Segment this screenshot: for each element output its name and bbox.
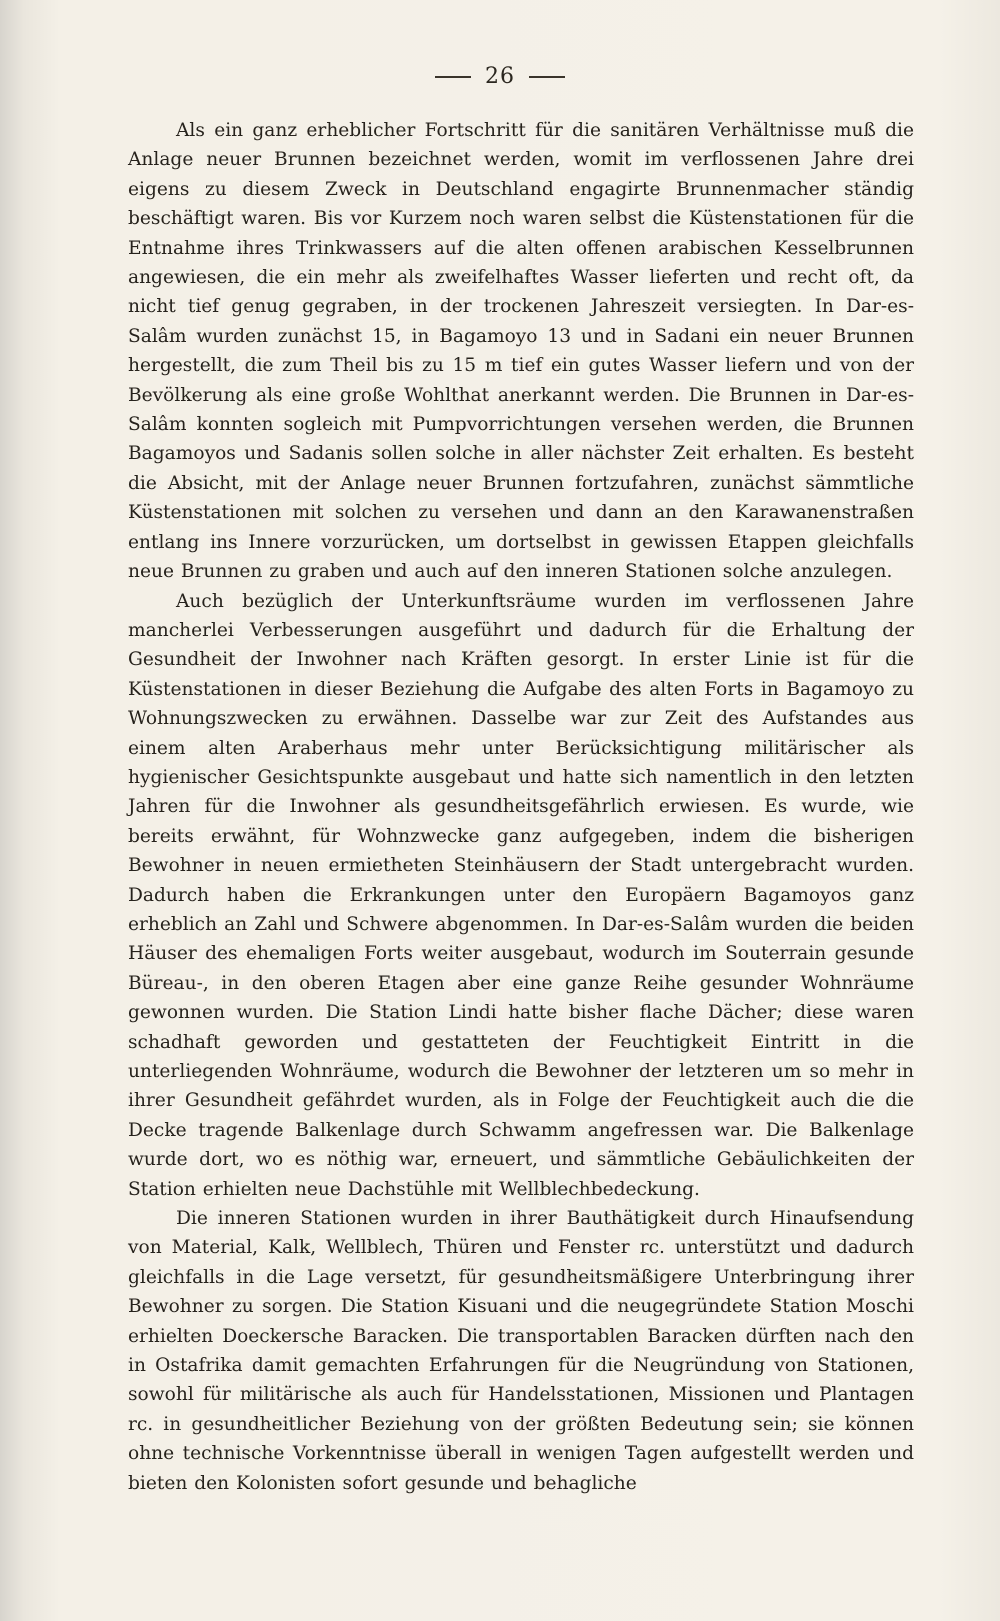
paragraph-wells: Als ein ganz erheblicher Fortschritt für die sanitären Verhältnisse muß die Anlage neuer Brunnen bezeichnet werden, womit im verflossenen Jahre drei eigens zu diesem Zweck in Deutschland engagirte Brunnenmacher ständig beschäftigt waren. Bis vor Kurzem noch waren selbst die Küstenstationen für die Entnahme ihres Trinkwassers auf die alten offenen arabischen Kesselbrunnen angewiesen, die ein mehr als zweifelhaftes Wasser lieferten und recht oft, da nicht tief genug gegraben, in der trockenen Jahreszeit versiegten. In Dar-es-Salâm wurden zunächst 15, in Bagamoyo 13 und in Sadani ein neuer Brunnen hergestellt, die zum Theil bis zu 15 m tief ein gutes Wasser liefern und von der Bevölkerung als eine große Wohlthat anerkannt werden. Die Brunnen in Dar-es-Salâm konnten sogleich mit Pumpvorrichtungen versehen werden, die Brunnen Bagamoyos und Sadanis sollen solche in aller nächster Zeit erhalten. Es besteht die Absicht, mit der Anlage neuer Brunnen fortzufahren, zunächst sämmtliche Küstenstationen mit solchen zu versehen und dann an den Karawanenstraßen entlang ins Innere vorzurücken, um dortselbst in gewissen Etappen gleichfalls neue Brunnen zu graben und auch auf den inneren Stationen solche anzulegen.	[128, 120, 914, 583]
header-dash-left	[435, 76, 471, 78]
page-header	[0, 64, 1000, 89]
body-text	[128, 116, 914, 1498]
header-dash-right	[529, 76, 565, 78]
paragraph-inner-stations: Die inneren Stationen wurden in ihrer Bauthätigkeit durch Hinaufsendung von Material, Kalk, Wellblech, Thüren und Fenster rc. unterstützt und dadurch gleichfalls in die Lage versetzt, für gesundheitsmäßigere Unterbringung ihrer Bewohner zu sorgen. Die Station Kisuani und die neugegründete Station Moschi erhielten Doeckersche Baracken. Die transportablen Baracken dürften nach den in Ostafrika damit gemachten Erfahrungen für die Neugründung von Stationen, sowohl für militärische als auch für Handelsstationen, Missionen und Plantagen rc. in gesundheitlicher Beziehung von der größten Bedeutung sein; sie können ohne technische Vorkenntnisse überall in wenigen Tagen aufgestellt werden und bieten den Kolonisten sofort gesunde und behagliche	[128, 1208, 914, 1494]
paragraph-housing: Auch bezüglich der Unterkunftsräume wurden im verflossenen Jahre mancherlei Verbesserungen ausgeführt und dadurch für die Erhaltung der Gesundheit der Inwohner nach Kräften gesorgt. In erster Linie ist für die Küstenstationen in dieser Beziehung die Aufgabe des alten Forts in Bagamoyo zu Wohnungszwecken zu erwähnen. Dasselbe war zur Zeit des Aufstandes aus einem alten Araberhaus mehr unter Berücksichtigung militärischer als hygienischer Gesichtspunkte ausgebaut und hatte sich namentlich in den letzten Jahren für die Inwohner als gesundheitsgefährlich erwiesen. Es wurde, wie bereits erwähnt, für Wohnzwecke ganz aufgegeben, indem die bisherigen Bewohner in neuen ermietheten Steinhäusern der Stadt untergebracht wurden. Dadurch haben die Erkrankungen unter den Europäern Bagamoyos ganz erheblich an Zahl und Schwere abgenommen. In Dar-es-Salâm wurden die beiden Häuser des ehemaligen Forts weiter ausgebaut, wodurch im Souterrain gesunde Büreau-, in den oberen Etagen aber eine ganze Reihe gesunder Wohnräume gewonnen wurden. Die Station Lindi hatte bisher flache Dächer; diese waren schadhaft geworden und gestatteten der Feuchtigkeit Eintritt in die unterliegenden Wohnräume, wodurch die Bewohner der letzteren um so mehr in ihrer Gesundheit gefährdet wurden, als in Folge der Feuchtigkeit auch die die Decke tragende Balkenlage durch Schwamm angefressen war. Die Balkenlage wurde dort, wo es nöthig war, erneuert, und sämmtliche Gebäulichkeiten der Station erhielten neue Dachstühle mit Wellblechbedeckung.	[128, 590, 914, 1200]
page-number: 26	[485, 64, 515, 89]
